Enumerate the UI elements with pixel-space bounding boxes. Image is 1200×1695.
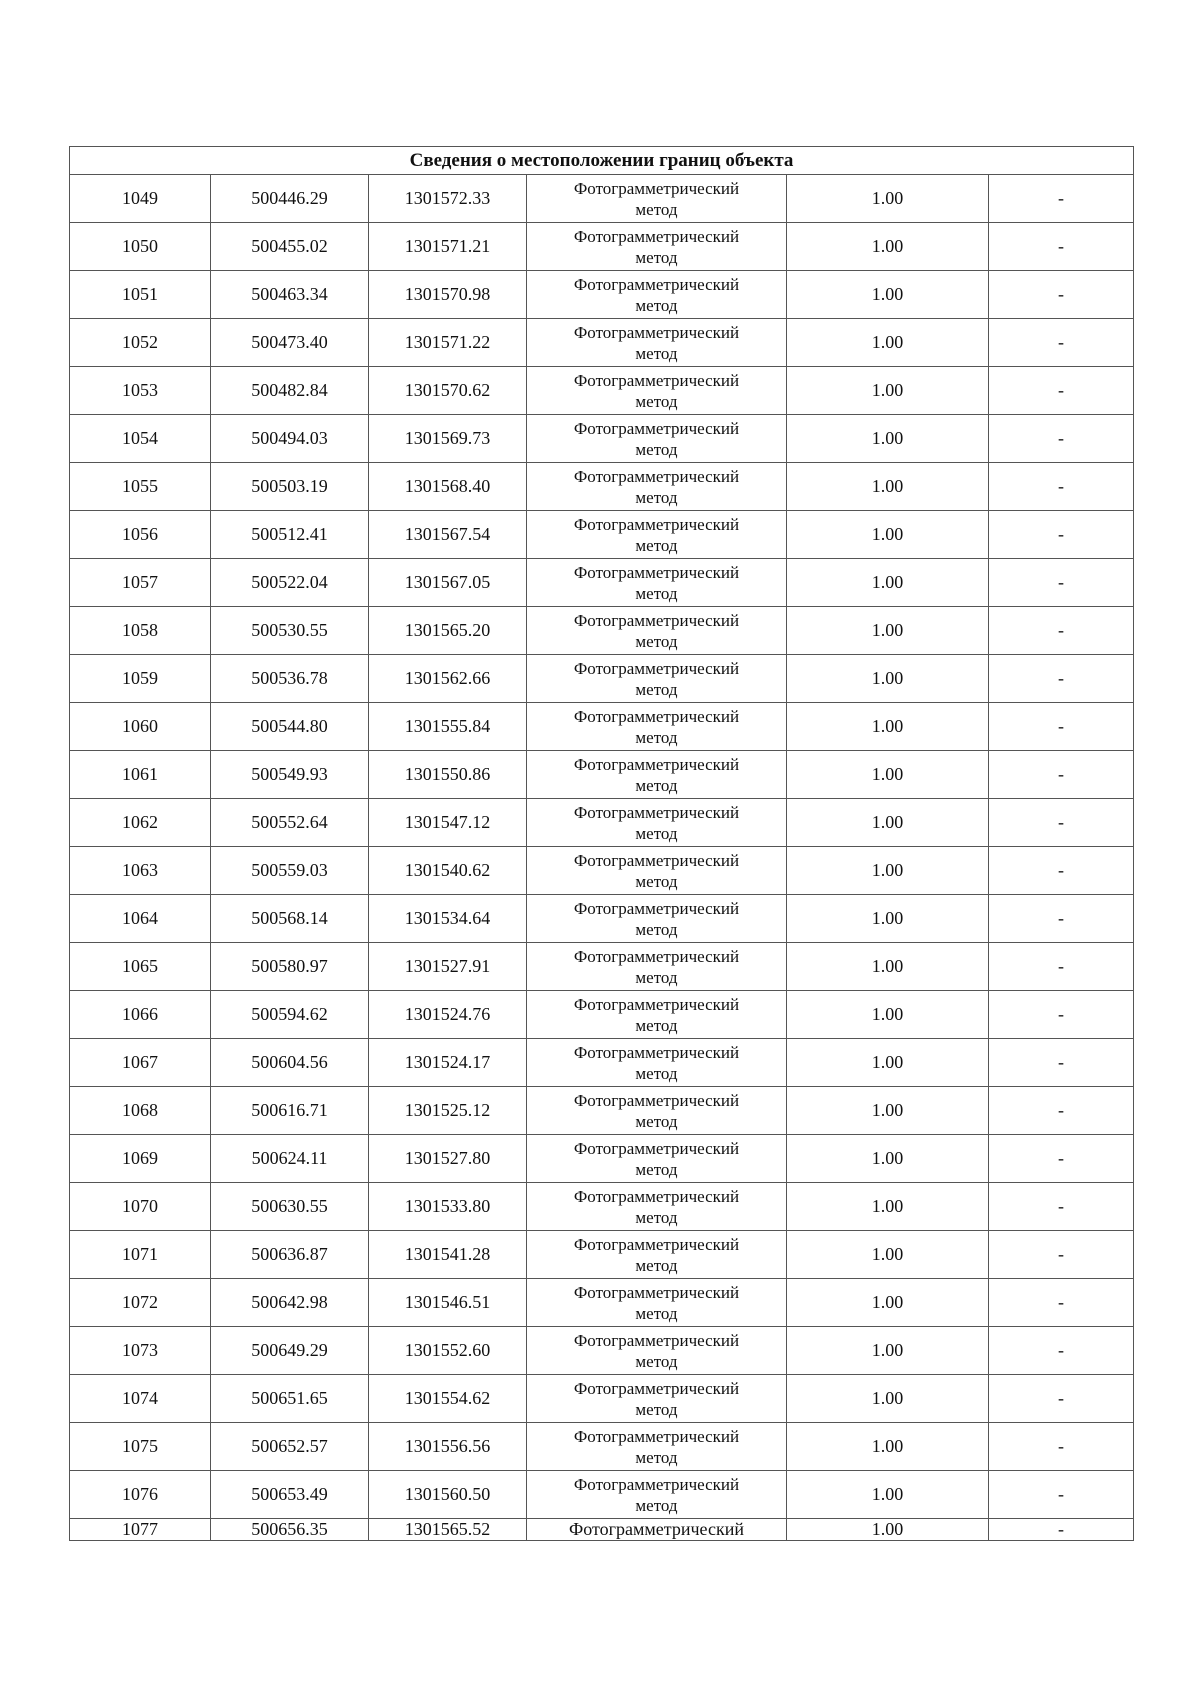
point-number-cell: 1056: [70, 511, 211, 559]
method-line-1: Фотограмметрический: [573, 1090, 740, 1110]
accuracy-cell: 1.00: [787, 463, 989, 511]
method-line-2: метод: [635, 583, 678, 603]
coord-x-cell: 500649.29: [211, 1327, 369, 1375]
method-cell: [527, 655, 787, 703]
method-line-1: Фотограмметрический: [573, 1234, 740, 1254]
point-number-cell: 1069: [70, 1135, 211, 1183]
point-number-cell: 1051: [70, 271, 211, 319]
method-line-2: метод: [635, 1495, 678, 1515]
note-cell: -: [989, 1039, 1134, 1087]
method-line-1: Фотограмметрический: [573, 1138, 740, 1158]
accuracy-cell: 1.00: [787, 991, 989, 1039]
coord-y-cell: 1301524.17: [369, 1039, 527, 1087]
accuracy-cell: 1.00: [787, 1375, 989, 1423]
method-line-2: метод: [635, 1303, 678, 1323]
method-cell: [527, 175, 787, 223]
coord-y-cell: 1301546.51: [369, 1279, 527, 1327]
method-line-1: Фотограмметрический: [573, 1282, 740, 1302]
coord-x-cell: 500446.29: [211, 175, 369, 223]
method-line-2: метод: [635, 919, 678, 939]
coord-y-cell: 1301569.73: [369, 415, 527, 463]
method-line-1: Фотограмметрический: [573, 850, 740, 870]
method-cell: [527, 895, 787, 943]
point-number-cell: 1071: [70, 1231, 211, 1279]
point-number-cell: 1066: [70, 991, 211, 1039]
method-cell: [527, 1183, 787, 1231]
point-number-cell: 1075: [70, 1423, 211, 1471]
accuracy-cell: 1.00: [787, 1519, 989, 1541]
method-line-2: метод: [635, 871, 678, 891]
method-line-2: метод: [635, 295, 678, 315]
boundary-table: [69, 146, 1134, 1541]
coord-x-cell: 500522.04: [211, 559, 369, 607]
coord-y-cell: 1301560.50: [369, 1471, 527, 1519]
table-row: [70, 1087, 1134, 1135]
coord-x-cell: 500594.62: [211, 991, 369, 1039]
method-line-1: Фотограмметрический: [573, 514, 740, 534]
method-line-2: метод: [635, 727, 678, 747]
method-cell: [527, 1375, 787, 1423]
table-row: [70, 319, 1134, 367]
method-line-2: метод: [635, 1063, 678, 1083]
accuracy-cell: 1.00: [787, 415, 989, 463]
coord-x-cell: 500624.11: [211, 1135, 369, 1183]
method-cell: [527, 1039, 787, 1087]
note-cell: -: [989, 1375, 1134, 1423]
method-line-1: Фотограмметрический: [573, 418, 740, 438]
accuracy-cell: 1.00: [787, 751, 989, 799]
coord-x-cell: 500630.55: [211, 1183, 369, 1231]
point-number-cell: 1077: [70, 1519, 211, 1541]
accuracy-cell: 1.00: [787, 1135, 989, 1183]
coord-x-cell: 500656.35: [211, 1519, 369, 1541]
method-cell: [527, 1327, 787, 1375]
method-cell: [527, 847, 787, 895]
coord-y-cell: 1301527.80: [369, 1135, 527, 1183]
table-row: [70, 991, 1134, 1039]
table-row: [70, 1471, 1134, 1519]
table-row: [70, 1327, 1134, 1375]
point-number-cell: 1050: [70, 223, 211, 271]
table-row: [70, 1423, 1134, 1471]
method-line-2: метод: [635, 775, 678, 795]
coord-y-cell: 1301534.64: [369, 895, 527, 943]
method-cell: Фотограмметрический: [527, 1519, 787, 1541]
method-cell: [527, 271, 787, 319]
table-row: [70, 751, 1134, 799]
method-line-1: Фотограмметрический: [573, 370, 740, 390]
coord-y-cell: 1301533.80: [369, 1183, 527, 1231]
method-line-1: Фотограмметрический: [573, 706, 740, 726]
method-line-2: метод: [635, 1399, 678, 1419]
coord-x-cell: 500604.56: [211, 1039, 369, 1087]
method-cell: [527, 1279, 787, 1327]
coord-x-cell: 500512.41: [211, 511, 369, 559]
method-line-1: Фотограмметрический: [573, 178, 740, 198]
method-line-1: Фотограмметрический: [573, 802, 740, 822]
table-row: [70, 415, 1134, 463]
coord-y-cell: 1301541.28: [369, 1231, 527, 1279]
note-cell: -: [989, 1231, 1134, 1279]
accuracy-cell: 1.00: [787, 1423, 989, 1471]
accuracy-cell: 1.00: [787, 175, 989, 223]
note-cell: -: [989, 1279, 1134, 1327]
method-line-2: метод: [635, 1015, 678, 1035]
point-number-cell: 1053: [70, 367, 211, 415]
note-cell: -: [989, 703, 1134, 751]
table-row: [70, 847, 1134, 895]
note-cell: -: [989, 1471, 1134, 1519]
coord-x-cell: 500494.03: [211, 415, 369, 463]
method-line-1: Фотограмметрический: [573, 1042, 740, 1062]
coord-y-cell: 1301547.12: [369, 799, 527, 847]
coord-y-cell: 1301555.84: [369, 703, 527, 751]
coord-x-cell: 500530.55: [211, 607, 369, 655]
table-row: [70, 1375, 1134, 1423]
method-cell: [527, 319, 787, 367]
method-line-1: Фотограмметрический: [573, 610, 740, 630]
accuracy-cell: 1.00: [787, 559, 989, 607]
method-line-2: метод: [635, 823, 678, 843]
coord-y-cell: 1301565.20: [369, 607, 527, 655]
method-line-1: Фотограмметрический: [573, 1378, 740, 1398]
method-cell: [527, 1135, 787, 1183]
note-cell: -: [989, 1183, 1134, 1231]
method-line-2: метод: [635, 1351, 678, 1371]
point-number-cell: 1061: [70, 751, 211, 799]
method-line-2: метод: [635, 487, 678, 507]
table-row: [70, 655, 1134, 703]
method-line-2: метод: [635, 1159, 678, 1179]
accuracy-cell: 1.00: [787, 1231, 989, 1279]
accuracy-cell: 1.00: [787, 367, 989, 415]
note-cell: -: [989, 943, 1134, 991]
table-row: [70, 1183, 1134, 1231]
method-cell: [527, 559, 787, 607]
table-row: [70, 1519, 1134, 1541]
method-line-1: Фотограмметрический: [573, 898, 740, 918]
accuracy-cell: 1.00: [787, 703, 989, 751]
method-cell: [527, 1471, 787, 1519]
table-row: [70, 607, 1134, 655]
coord-x-cell: 500463.34: [211, 271, 369, 319]
method-line-1: Фотограмметрический: [573, 994, 740, 1014]
method-cell: [527, 799, 787, 847]
coord-x-cell: 500455.02: [211, 223, 369, 271]
coord-x-cell: 500651.65: [211, 1375, 369, 1423]
point-number-cell: 1054: [70, 415, 211, 463]
note-cell: -: [989, 271, 1134, 319]
method-line-1: Фотограмметрический: [573, 322, 740, 342]
method-line-1: Фотограмметрический: [573, 754, 740, 774]
method-line-1: Фотограмметрический: [573, 226, 740, 246]
note-cell: -: [989, 991, 1134, 1039]
coord-x-cell: 500616.71: [211, 1087, 369, 1135]
boundary-table-container: [69, 146, 1133, 1541]
method-line-2: метод: [635, 679, 678, 699]
table-row: [70, 1135, 1134, 1183]
accuracy-cell: 1.00: [787, 895, 989, 943]
note-cell: -: [989, 607, 1134, 655]
table-row: [70, 559, 1134, 607]
table-row: [70, 895, 1134, 943]
table-row: [70, 271, 1134, 319]
note-cell: -: [989, 367, 1134, 415]
accuracy-cell: 1.00: [787, 847, 989, 895]
table-row: [70, 943, 1134, 991]
note-cell: -: [989, 175, 1134, 223]
method-line-2: метод: [635, 1111, 678, 1131]
coord-y-cell: 1301552.60: [369, 1327, 527, 1375]
coord-y-cell: 1301525.12: [369, 1087, 527, 1135]
table-row: [70, 463, 1134, 511]
method-line-1: Фотограмметрический: [573, 1186, 740, 1206]
method-line-1: Фотограмметрический: [573, 466, 740, 486]
point-number-cell: 1073: [70, 1327, 211, 1375]
method-line-2: метод: [635, 343, 678, 363]
method-cell: [527, 1231, 787, 1279]
method-cell: [527, 703, 787, 751]
coord-x-cell: 500653.49: [211, 1471, 369, 1519]
note-cell: -: [989, 895, 1134, 943]
table-row: [70, 1231, 1134, 1279]
coord-x-cell: 500642.98: [211, 1279, 369, 1327]
method-cell: [527, 991, 787, 1039]
point-number-cell: 1067: [70, 1039, 211, 1087]
method-cell: [527, 463, 787, 511]
table-row: [70, 799, 1134, 847]
method-cell: [527, 511, 787, 559]
method-cell: [527, 367, 787, 415]
table-row: [70, 367, 1134, 415]
table-row: [70, 703, 1134, 751]
method-line-1: Фотограмметрический: [573, 1474, 740, 1494]
method-cell: [527, 943, 787, 991]
accuracy-cell: 1.00: [787, 1039, 989, 1087]
method-line-2: метод: [635, 199, 678, 219]
point-number-cell: 1057: [70, 559, 211, 607]
accuracy-cell: 1.00: [787, 1327, 989, 1375]
accuracy-cell: 1.00: [787, 319, 989, 367]
method-cell: [527, 415, 787, 463]
method-line-2: метод: [635, 439, 678, 459]
note-cell: -: [989, 751, 1134, 799]
method-line-2: метод: [635, 631, 678, 651]
coord-x-cell: 500482.84: [211, 367, 369, 415]
accuracy-cell: 1.00: [787, 799, 989, 847]
note-cell: -: [989, 655, 1134, 703]
note-cell: -: [989, 847, 1134, 895]
method-line-2: метод: [635, 247, 678, 267]
table-row: [70, 1279, 1134, 1327]
coord-y-cell: 1301572.33: [369, 175, 527, 223]
coord-y-cell: 1301540.62: [369, 847, 527, 895]
note-cell: -: [989, 223, 1134, 271]
point-number-cell: 1072: [70, 1279, 211, 1327]
method-line-2: метод: [635, 535, 678, 555]
method-line-2: метод: [635, 1207, 678, 1227]
table-title: Сведения о местоположении границ объекта: [70, 147, 1134, 175]
point-number-cell: 1063: [70, 847, 211, 895]
method-line-1: Фотограмметрический: [573, 1426, 740, 1446]
accuracy-cell: 1.00: [787, 271, 989, 319]
coord-y-cell: 1301570.98: [369, 271, 527, 319]
method-line-2: метод: [635, 1255, 678, 1275]
method-line-1: Фотограмметрический: [573, 1330, 740, 1350]
note-cell: -: [989, 799, 1134, 847]
coord-x-cell: 500503.19: [211, 463, 369, 511]
note-cell: -: [989, 415, 1134, 463]
coord-y-cell: 1301567.54: [369, 511, 527, 559]
note-cell: -: [989, 559, 1134, 607]
method-cell: [527, 751, 787, 799]
point-number-cell: 1049: [70, 175, 211, 223]
coord-x-cell: 500536.78: [211, 655, 369, 703]
accuracy-cell: 1.00: [787, 943, 989, 991]
point-number-cell: 1059: [70, 655, 211, 703]
coord-x-cell: 500559.03: [211, 847, 369, 895]
method-line-1: Фотограмметрический: [573, 946, 740, 966]
coord-x-cell: 500568.14: [211, 895, 369, 943]
method-line-2: метод: [635, 967, 678, 987]
coord-y-cell: 1301571.22: [369, 319, 527, 367]
coord-y-cell: 1301565.52: [369, 1519, 527, 1541]
method-line-2: метод: [635, 1447, 678, 1467]
coord-x-cell: 500544.80: [211, 703, 369, 751]
point-number-cell: 1052: [70, 319, 211, 367]
accuracy-cell: 1.00: [787, 607, 989, 655]
point-number-cell: 1060: [70, 703, 211, 751]
coord-x-cell: 500636.87: [211, 1231, 369, 1279]
coord-y-cell: 1301567.05: [369, 559, 527, 607]
point-number-cell: 1055: [70, 463, 211, 511]
table-body: [70, 175, 1134, 1541]
coord-y-cell: 1301556.56: [369, 1423, 527, 1471]
accuracy-cell: 1.00: [787, 1183, 989, 1231]
table-row: [70, 223, 1134, 271]
accuracy-cell: 1.00: [787, 511, 989, 559]
method-line-1: Фотограмметрический: [573, 658, 740, 678]
method-cell: [527, 607, 787, 655]
coord-y-cell: 1301570.62: [369, 367, 527, 415]
method-cell: [527, 1423, 787, 1471]
coord-y-cell: 1301524.76: [369, 991, 527, 1039]
method-line-1: Фотограмметрический: [573, 274, 740, 294]
method-line-2: метод: [635, 391, 678, 411]
coord-x-cell: 500652.57: [211, 1423, 369, 1471]
accuracy-cell: 1.00: [787, 223, 989, 271]
method-line-1: Фотограмметрический: [573, 562, 740, 582]
point-number-cell: 1070: [70, 1183, 211, 1231]
accuracy-cell: 1.00: [787, 1279, 989, 1327]
coord-y-cell: 1301571.21: [369, 223, 527, 271]
point-number-cell: 1076: [70, 1471, 211, 1519]
note-cell: -: [989, 1087, 1134, 1135]
coord-y-cell: 1301550.86: [369, 751, 527, 799]
accuracy-cell: 1.00: [787, 1471, 989, 1519]
coord-y-cell: 1301527.91: [369, 943, 527, 991]
accuracy-cell: 1.00: [787, 655, 989, 703]
method-cell: [527, 1087, 787, 1135]
point-number-cell: 1068: [70, 1087, 211, 1135]
accuracy-cell: 1.00: [787, 1087, 989, 1135]
note-cell: -: [989, 319, 1134, 367]
coord-x-cell: 500580.97: [211, 943, 369, 991]
point-number-cell: 1064: [70, 895, 211, 943]
note-cell: -: [989, 1423, 1134, 1471]
coord-y-cell: 1301554.62: [369, 1375, 527, 1423]
note-cell: -: [989, 1135, 1134, 1183]
point-number-cell: 1058: [70, 607, 211, 655]
note-cell: -: [989, 1519, 1134, 1541]
note-cell: -: [989, 511, 1134, 559]
table-row: [70, 1039, 1134, 1087]
method-cell: [527, 223, 787, 271]
note-cell: -: [989, 1327, 1134, 1375]
coord-x-cell: 500552.64: [211, 799, 369, 847]
table-row: [70, 175, 1134, 223]
coord-x-cell: 500549.93: [211, 751, 369, 799]
coord-x-cell: 500473.40: [211, 319, 369, 367]
coord-y-cell: 1301562.66: [369, 655, 527, 703]
coord-y-cell: 1301568.40: [369, 463, 527, 511]
point-number-cell: 1074: [70, 1375, 211, 1423]
table-row: [70, 511, 1134, 559]
point-number-cell: 1065: [70, 943, 211, 991]
point-number-cell: 1062: [70, 799, 211, 847]
note-cell: -: [989, 463, 1134, 511]
